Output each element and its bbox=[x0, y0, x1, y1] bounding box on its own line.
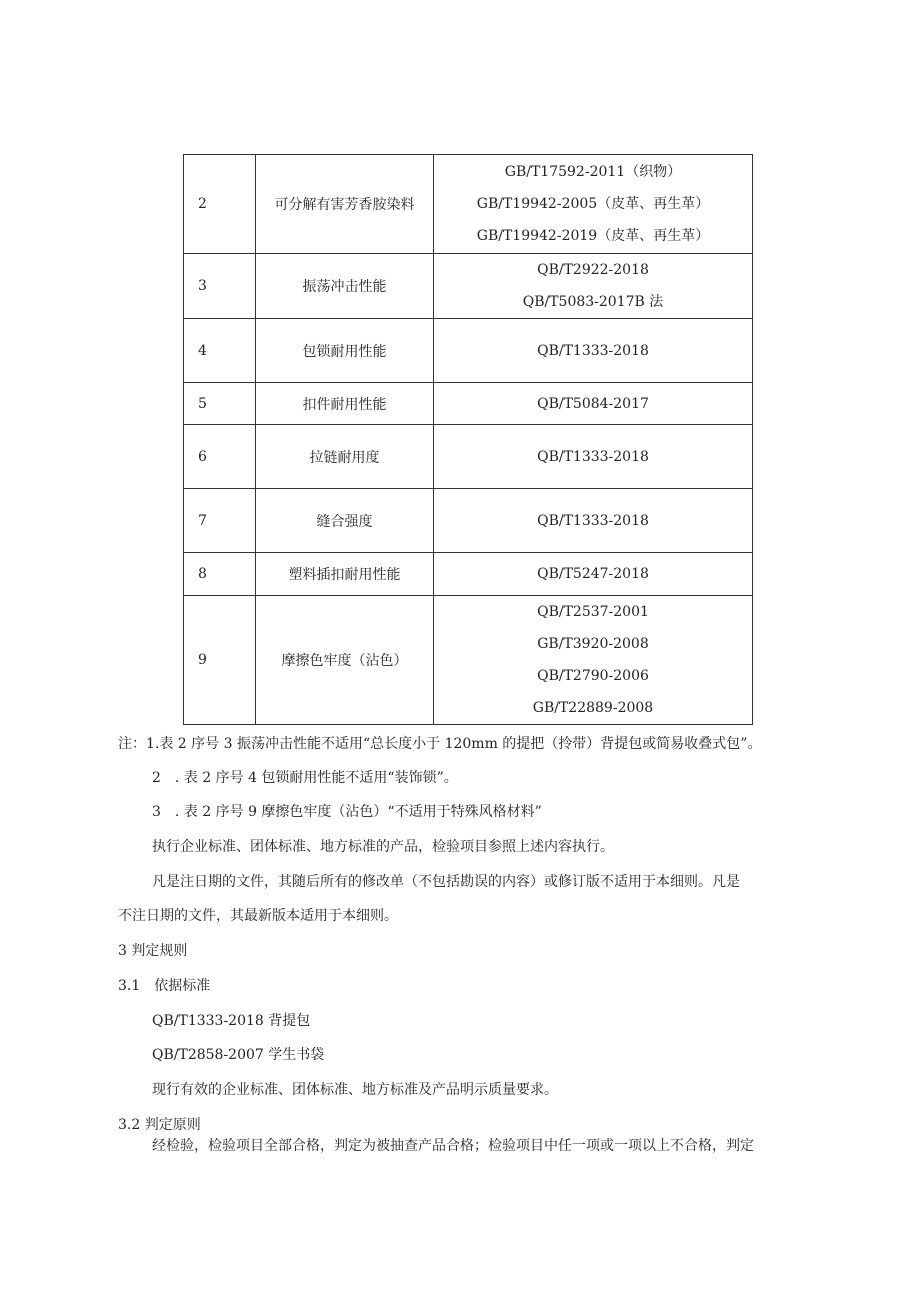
standard-line: QB/T1333-2018 bbox=[537, 448, 649, 465]
paragraph-enterprise-standards: 执行企业标准、团体标准、地方标准的产品，检验项目参照上述内容执行。 bbox=[152, 839, 614, 855]
standard-line: GB/T19942-2005（皮革、再生革） bbox=[476, 196, 710, 212]
row-number: 9 bbox=[184, 596, 256, 725]
standard-line: QB/T2537-2001 bbox=[537, 604, 649, 620]
standard-line: GB/T17592-2011（织物） bbox=[504, 164, 682, 180]
row-number: 6 bbox=[184, 425, 256, 489]
standards-table bbox=[183, 154, 753, 725]
standard-reference: QB/T1333-2018 背提包 bbox=[152, 1013, 311, 1029]
paragraph-undated-references: 不注日期的文件，其最新版本适用于本细则。 bbox=[118, 908, 398, 924]
test-item: 振荡冲击性能 bbox=[256, 254, 434, 319]
table-row bbox=[184, 155, 753, 254]
test-item: 摩擦色牢度（沾色） bbox=[256, 596, 434, 725]
test-item: 扣件耐用性能 bbox=[256, 383, 434, 425]
note-1: 注：1.表 2 序号 3 振荡冲击性能不适用“总长度小于 120mm 的提把（拎带）背提包或简易收叠式包”。 bbox=[118, 736, 762, 752]
standards-cell bbox=[434, 319, 753, 383]
table-row bbox=[184, 383, 753, 425]
test-item: 拉链耐用度 bbox=[256, 425, 434, 489]
standard-line: QB/T2790-2006 bbox=[537, 668, 649, 684]
standards-cell bbox=[434, 553, 753, 596]
row-number: 8 bbox=[184, 553, 256, 596]
test-item: 缝合强度 bbox=[256, 489, 434, 553]
standards-cell bbox=[434, 596, 753, 725]
table-row bbox=[184, 553, 753, 596]
standards-cell bbox=[434, 254, 753, 319]
table-row bbox=[184, 596, 753, 725]
standard-line: QB/T5247-2018 bbox=[537, 566, 649, 582]
table-row bbox=[184, 319, 753, 383]
note-3: 3 . 表 2 序号 9 摩擦色牢度（沾色）“不适用于特殊风格材料” bbox=[152, 804, 542, 820]
standards-cell bbox=[434, 155, 753, 254]
row-number: 4 bbox=[184, 319, 256, 383]
table-row bbox=[184, 254, 753, 319]
standard-line: QB/T1333-2018 bbox=[537, 342, 649, 359]
standard-line: GB/T3920-2008 bbox=[537, 636, 649, 652]
paragraph-dated-references: 凡是注日期的文件，其随后所有的修改单（不包括勘误的内容）或修订版不适用于本细则。凡是 bbox=[152, 874, 740, 890]
test-item: 可分解有害芳香胺染料 bbox=[256, 155, 434, 254]
table-row bbox=[184, 489, 753, 553]
row-number: 7 bbox=[184, 489, 256, 553]
table-row bbox=[184, 425, 753, 489]
row-number: 5 bbox=[184, 383, 256, 425]
standard-line: GB/T19942-2019（皮革、再生革） bbox=[476, 228, 710, 244]
note-2: 2 . 表 2 序号 4 包锁耐用性能不适用“装饰锁”。 bbox=[152, 770, 458, 786]
test-item: 包锁耐用性能 bbox=[256, 319, 434, 383]
paragraph-quality-requirements: 现行有效的企业标准、团体标准、地方标准及产品明示质量要求。 bbox=[152, 1082, 558, 1098]
row-number: 3 bbox=[184, 254, 256, 319]
test-item: 塑料插扣耐用性能 bbox=[256, 553, 434, 596]
standard-line: QB/T1333-2018 bbox=[537, 512, 649, 529]
standards-cell bbox=[434, 383, 753, 425]
standard-reference: QB/T2858-2007 学生书袋 bbox=[152, 1047, 325, 1063]
standard-line: QB/T5083-2017B 法 bbox=[522, 294, 664, 310]
section-3-heading: 3 判定规则 bbox=[118, 943, 188, 959]
standard-line: QB/T5084-2017 bbox=[537, 395, 649, 412]
row-number: 2 bbox=[184, 155, 256, 254]
standard-line: QB/T2922-2018 bbox=[537, 262, 649, 278]
standard-line: GB/T22889-2008 bbox=[532, 700, 654, 716]
standards-cell bbox=[434, 489, 753, 553]
section-3-2-heading: 3.2 判定原则 bbox=[118, 1117, 201, 1133]
paragraph-judgment-principle: 经检验，检验项目全部合格，判定为被抽查产品合格；检验项目中任一项或一项以上不合格，判定 bbox=[152, 1138, 754, 1154]
section-3-1-heading: 3.1 依据标准 bbox=[118, 978, 211, 994]
standards-cell bbox=[434, 425, 753, 489]
